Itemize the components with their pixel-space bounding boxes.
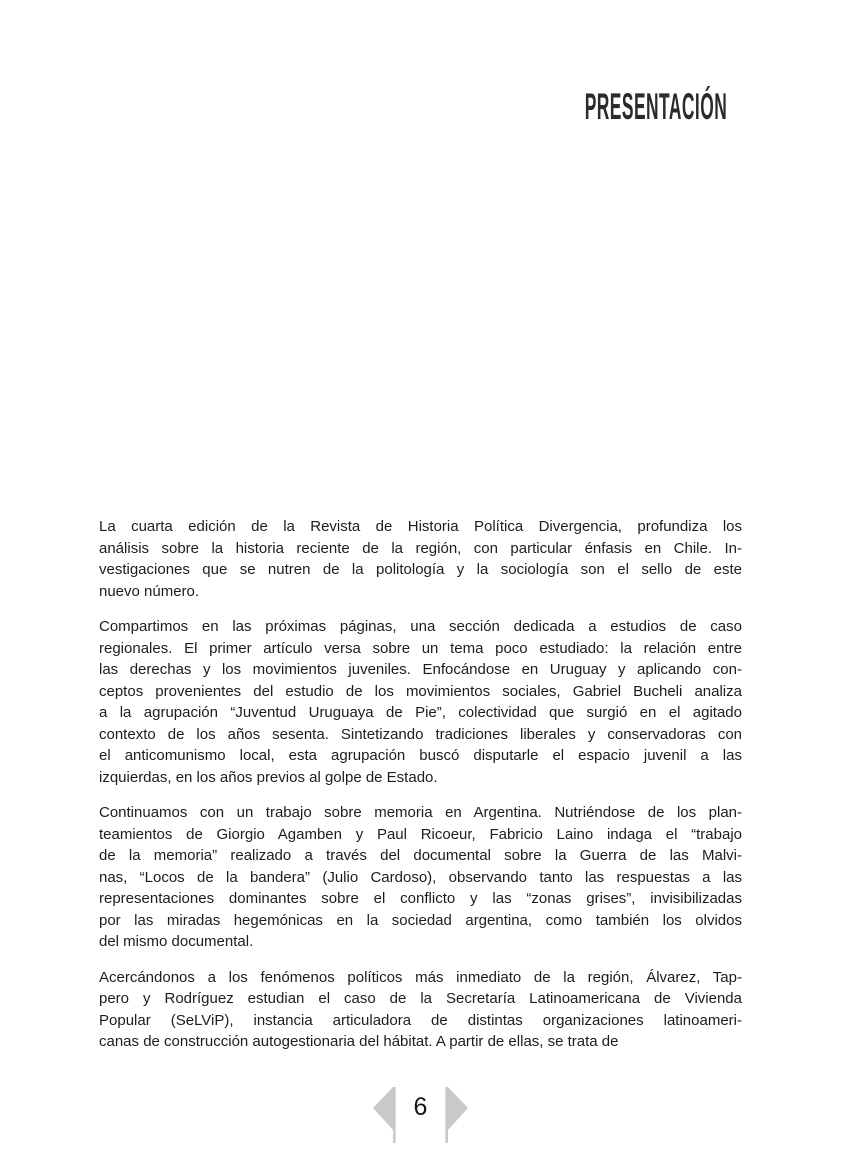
text-line: ceptos provenientes del estudio de los movimientos sociales, Gabriel Bucheli analiza bbox=[99, 682, 742, 700]
text-line: las derechas y los movimientos juveniles. Enfocándose en Uruguay y aplicando con- bbox=[99, 661, 742, 678]
text-line: nuevo número. bbox=[99, 582, 200, 600]
paragraph bbox=[99, 616, 742, 788]
page-title: PRESENTACIÓN bbox=[584, 86, 727, 127]
prev-page-arrow-icon[interactable] bbox=[371, 1086, 397, 1144]
text-line: pero y Rodríguez estudian el caso de la Secretaría Latinoamericana de Vivienda bbox=[99, 990, 742, 1007]
text-line: Compartimos en las próximas páginas, una sección dedicada a estudios de caso bbox=[99, 618, 742, 635]
pagination bbox=[0, 1086, 849, 1144]
paragraph bbox=[99, 802, 742, 953]
text-line: análisis sobre la historia reciente de la región, con particular énfasis en Chile. In- bbox=[99, 539, 742, 557]
paragraph bbox=[99, 516, 742, 602]
text-line: La cuarta edición de la Revista de Historia Política Divergencia, profundiza los bbox=[99, 518, 742, 535]
text-line: nas, “Locos de la bandera” (Julio Cardoso), observando tanto las respuestas a las bbox=[99, 868, 742, 886]
text-line: vestigaciones que se nutren de la politología y la sociología son el sello de este bbox=[99, 561, 742, 578]
text-line: de la memoria” realizado a través del documental sobre la Guerra de las Malvi- bbox=[99, 847, 742, 864]
text-line: Popular (SeLViP), instancia articuladora de distintas organizaciones latinoameri- bbox=[99, 1011, 742, 1029]
paragraph bbox=[99, 967, 742, 1053]
text-line: izquierdas, en los años previos al golpe de Estado. bbox=[99, 768, 438, 786]
text-line: regionales. El primer artículo versa sobre un tema poco estudiado: la relación entre bbox=[99, 639, 742, 657]
text-line: teamientos de Giorgio Agamben y Paul Ricoeur, Fabricio Laino indaga el “trabajo bbox=[99, 825, 742, 843]
text-line: Continuamos con un trabajo sobre memoria en Argentina. Nutriéndose de los plan- bbox=[99, 804, 742, 821]
text-line: canas de construcción autogestionaria del hábitat. A partir de ellas, se trata de bbox=[99, 1033, 619, 1050]
text-line: el anticomunismo local, esta agrupación buscó disputarle el espacio juvenil a las bbox=[99, 747, 742, 764]
text-line: contexto de los años sesenta. Sintetizando tradiciones liberales y conservadoras con bbox=[99, 725, 742, 743]
page-number: 6 bbox=[413, 1093, 428, 1121]
next-page-arrow-icon[interactable] bbox=[444, 1086, 470, 1144]
text-line: del mismo documental. bbox=[99, 933, 254, 950]
text-line: Acercándonos a los fenómenos políticos más inmediato de la región, Álvarez, Tap- bbox=[99, 968, 742, 986]
text-line: a la agrupación “Juventud Uruguaya de Pie”, colectividad que surgió en el agitado bbox=[99, 704, 742, 721]
text-line: por las miradas hegemónicas en la sociedad argentina, como también los olvidos bbox=[99, 911, 742, 929]
text-line: representaciones dominantes sobre el conflicto y las “zonas grises”, invisibilizadas bbox=[99, 890, 742, 907]
body-paragraphs bbox=[99, 516, 742, 1053]
